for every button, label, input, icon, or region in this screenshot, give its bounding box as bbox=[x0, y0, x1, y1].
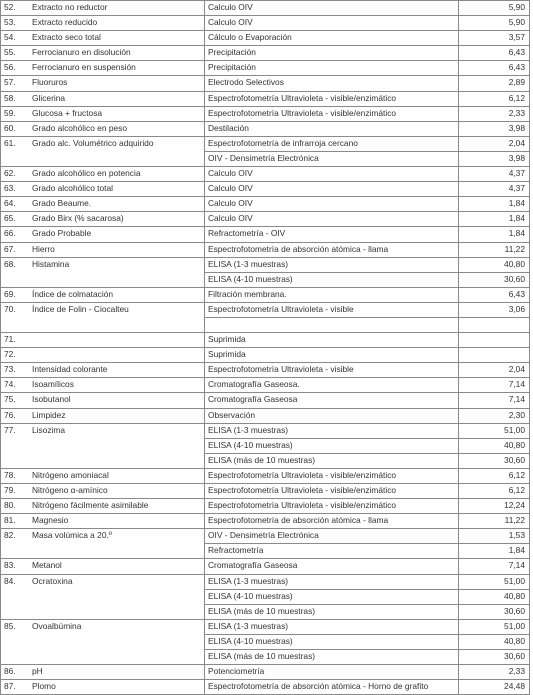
parameter-number: 73. bbox=[4, 364, 16, 375]
parameter-name: Grado alc. Volumétrico adquirido bbox=[32, 137, 154, 148]
price-cell: 7,14 bbox=[459, 559, 530, 574]
table-row bbox=[1, 559, 530, 574]
table-row bbox=[1, 287, 530, 302]
parameter-cell bbox=[1, 574, 205, 619]
parameter-name: Intensidad colorante bbox=[32, 364, 108, 375]
parameter-cell bbox=[1, 408, 205, 423]
method-cell: Electrodo Selectivos bbox=[205, 76, 459, 91]
parameter-cell bbox=[1, 559, 205, 574]
method-cell: ELISA (1-3 muestras) bbox=[205, 574, 459, 589]
parameter-cell bbox=[1, 197, 205, 212]
parameter-cell bbox=[1, 680, 205, 695]
price-cell bbox=[459, 317, 530, 332]
method-cell: Espectrofotometría de absorción atómica - llama bbox=[205, 242, 459, 257]
method-cell: Cromatografía Gaseosa. bbox=[205, 378, 459, 393]
price-cell: 3,98 bbox=[459, 151, 530, 166]
parameter-cell bbox=[1, 212, 205, 227]
parameter-number: 70. bbox=[4, 303, 16, 314]
method-cell: Espectrofotometría Ultravioleta - visible/enzimático bbox=[205, 484, 459, 499]
price-cell: 7,14 bbox=[459, 378, 530, 393]
parameter-name: Grado Probable bbox=[32, 228, 92, 239]
method-cell: Suprimida bbox=[205, 348, 459, 363]
parameter-name: Ovoalbúmina bbox=[32, 620, 82, 631]
parameter-number: 79. bbox=[4, 485, 16, 495]
price-cell: 6,12 bbox=[459, 484, 530, 499]
price-cell: 2,04 bbox=[459, 136, 530, 151]
parameter-number: 86. bbox=[4, 666, 16, 677]
parameter-number: 68. bbox=[4, 258, 16, 269]
table-row bbox=[1, 363, 530, 378]
parameter-number: 77. bbox=[4, 424, 16, 435]
method-cell: OIV - Densimetría Electrónica bbox=[205, 529, 459, 544]
price-cell: 51,00 bbox=[459, 423, 530, 438]
table-row bbox=[1, 212, 530, 227]
table-row bbox=[1, 333, 530, 348]
price-cell: 30,60 bbox=[459, 604, 530, 619]
method-cell: Refractometría - OIV bbox=[205, 227, 459, 242]
parameter-cell bbox=[1, 484, 205, 499]
parameter-number: 82. bbox=[4, 530, 16, 541]
parameter-number: 74. bbox=[4, 379, 16, 390]
tariff-table-body bbox=[1, 1, 530, 695]
price-cell: 30,60 bbox=[459, 453, 530, 468]
parameter-number: 64. bbox=[4, 198, 16, 209]
price-cell: 11,22 bbox=[459, 514, 530, 529]
parameter-number: 63. bbox=[4, 183, 16, 194]
parameter-number: 87. bbox=[4, 681, 16, 692]
method-cell: ELISA (más de 10 muestras) bbox=[205, 604, 459, 619]
price-cell: 2,04 bbox=[459, 363, 530, 378]
parameter-name: Ferrocianuro en disolución bbox=[32, 47, 131, 58]
price-cell bbox=[459, 348, 530, 363]
parameter-number: 75. bbox=[4, 394, 16, 405]
method-cell: Calculo OIV bbox=[205, 1, 459, 16]
price-cell: 1,84 bbox=[459, 227, 530, 242]
parameter-cell bbox=[1, 665, 205, 680]
price-cell: 7,14 bbox=[459, 393, 530, 408]
price-cell: 1,84 bbox=[459, 212, 530, 227]
price-cell: 5,90 bbox=[459, 16, 530, 31]
table-row bbox=[1, 16, 530, 31]
parameter-cell bbox=[1, 468, 205, 483]
parameter-name: Grado alcohólico en potencia bbox=[32, 168, 141, 179]
method-cell: Calculo OIV bbox=[205, 182, 459, 197]
method-cell: Espectrofotometría Ultravioleta - visible/enzimático bbox=[205, 106, 459, 121]
parameter-name: Nitrógeno amoniacal bbox=[32, 469, 109, 480]
price-cell: 40,80 bbox=[459, 257, 530, 272]
table-row bbox=[1, 1, 530, 16]
parameter-name: Grado Birx (% sacarosa) bbox=[32, 213, 124, 224]
method-cell: Potenciometría bbox=[205, 665, 459, 680]
method-cell: Espectrofotometría de absorción atómica - llama bbox=[205, 514, 459, 529]
parameter-name: Ferrocianuro en suspensión bbox=[32, 62, 136, 73]
table-row bbox=[1, 61, 530, 76]
method-cell: Observación bbox=[205, 408, 459, 423]
method-cell: Filtración membrana. bbox=[205, 287, 459, 302]
parameter-number: 72. bbox=[4, 349, 16, 360]
table-row bbox=[1, 468, 530, 483]
method-cell: Espectrofotometría Ultravioleta - visible/enzimático bbox=[205, 499, 459, 514]
table-row bbox=[1, 348, 530, 363]
parameter-name: Extracto reducido bbox=[32, 17, 98, 28]
method-cell bbox=[205, 317, 459, 332]
parameter-name: Grado Beaume. bbox=[32, 198, 92, 209]
method-cell: ELISA (4-10 muestras) bbox=[205, 589, 459, 604]
method-cell: Espectrofotometría Ultravioleta - visible/enzimático bbox=[205, 468, 459, 483]
price-cell: 6,43 bbox=[459, 287, 530, 302]
price-cell: 30,60 bbox=[459, 272, 530, 287]
parameter-number: 59. bbox=[4, 107, 16, 118]
price-cell: 2,89 bbox=[459, 76, 530, 91]
parameter-number: 71. bbox=[4, 334, 16, 345]
parameter-number: 57. bbox=[4, 77, 16, 88]
method-cell: Calculo OIV bbox=[205, 16, 459, 31]
parameter-name: Glucosa + fructosa bbox=[32, 107, 103, 118]
method-cell: Suprimida bbox=[205, 333, 459, 348]
table-row bbox=[1, 197, 530, 212]
method-cell: ELISA (más de 10 muestras) bbox=[205, 453, 459, 468]
table-row bbox=[1, 529, 530, 544]
parameter-cell bbox=[1, 529, 205, 559]
table-row bbox=[1, 302, 530, 317]
table-row bbox=[1, 499, 530, 514]
table-row bbox=[1, 182, 530, 197]
parameter-number: 67. bbox=[4, 243, 16, 254]
price-cell: 1,53 bbox=[459, 529, 530, 544]
method-cell: Espectrofotometría de absorción atómica - Horno de grafito bbox=[205, 680, 459, 695]
parameter-number: 78. bbox=[4, 469, 16, 480]
method-cell: Destilación bbox=[205, 121, 459, 136]
parameter-number: 60. bbox=[4, 122, 16, 133]
parameter-cell bbox=[1, 302, 205, 332]
price-cell: 1,84 bbox=[459, 197, 530, 212]
parameter-cell bbox=[1, 31, 205, 46]
table-row bbox=[1, 242, 530, 257]
price-cell: 12,24 bbox=[459, 499, 530, 514]
method-cell: Espectrofotometría de infrarroja cercano bbox=[205, 136, 459, 151]
price-cell: 2,33 bbox=[459, 106, 530, 121]
table-row bbox=[1, 91, 530, 106]
table-row bbox=[1, 665, 530, 680]
price-cell: 4,37 bbox=[459, 167, 530, 182]
parameter-name: Lisozima bbox=[32, 424, 66, 435]
table-row bbox=[1, 378, 530, 393]
parameter-cell bbox=[1, 46, 205, 61]
parameter-name: Fluoruros bbox=[32, 77, 68, 88]
method-cell: Cromatografía Gaseosa bbox=[205, 393, 459, 408]
parameter-name: Histamina bbox=[32, 258, 70, 269]
parameter-cell bbox=[1, 378, 205, 393]
parameter-name: pH bbox=[32, 666, 43, 677]
parameter-name: Nitrógeno α-amínico bbox=[32, 485, 108, 495]
table-row bbox=[1, 46, 530, 61]
parameter-cell bbox=[1, 363, 205, 378]
method-cell: Espectrofotometría Ultravioleta - visible bbox=[205, 363, 459, 378]
price-cell: 2,33 bbox=[459, 665, 530, 680]
parameter-name: Extracto seco total bbox=[32, 32, 101, 43]
parameter-name: Limpidez bbox=[32, 409, 66, 420]
parameter-number: 76. bbox=[4, 409, 16, 420]
method-cell: Cromatografía Gaseosa bbox=[205, 559, 459, 574]
table-row bbox=[1, 423, 530, 438]
parameter-name: Nitrógeno fácilmente asimilable bbox=[32, 500, 149, 511]
price-cell: 30,60 bbox=[459, 650, 530, 665]
parameter-number: 85. bbox=[4, 620, 16, 631]
parameter-name: Masa volúmica a 20.º bbox=[32, 530, 112, 541]
price-cell: 24,48 bbox=[459, 680, 530, 695]
table-row bbox=[1, 136, 530, 151]
parameter-name: Ocratoxina bbox=[32, 575, 73, 586]
parameter-cell bbox=[1, 619, 205, 664]
parameter-number: 80. bbox=[4, 500, 16, 511]
table-row bbox=[1, 76, 530, 91]
method-cell: ELISA (más de 10 muestras) bbox=[205, 650, 459, 665]
price-cell: 40,80 bbox=[459, 634, 530, 649]
price-cell: 6,43 bbox=[459, 61, 530, 76]
price-cell: 40,80 bbox=[459, 589, 530, 604]
parameter-number: 54. bbox=[4, 32, 16, 43]
parameter-number: 62. bbox=[4, 168, 16, 179]
parameter-number: 58. bbox=[4, 92, 16, 103]
price-cell: 51,00 bbox=[459, 574, 530, 589]
parameter-name: Extracto no reductor bbox=[32, 2, 108, 12]
price-cell: 3,57 bbox=[459, 31, 530, 46]
parameter-cell bbox=[1, 61, 205, 76]
method-cell: Cálculo o Evaporación bbox=[205, 31, 459, 46]
parameter-number: 55. bbox=[4, 47, 16, 58]
parameter-number: 66. bbox=[4, 228, 16, 239]
parameter-number: 53. bbox=[4, 17, 16, 28]
method-cell: ELISA (4-10 muestras) bbox=[205, 634, 459, 649]
parameter-name: Metanol bbox=[32, 560, 62, 571]
method-cell: ELISA (1-3 muestras) bbox=[205, 257, 459, 272]
parameter-name: Grado alcohólico total bbox=[32, 183, 114, 194]
parameter-cell bbox=[1, 393, 205, 408]
parameter-cell bbox=[1, 76, 205, 91]
parameter-number: 81. bbox=[4, 515, 16, 526]
table-row bbox=[1, 393, 530, 408]
table-row bbox=[1, 619, 530, 634]
method-cell: Calculo OIV bbox=[205, 212, 459, 227]
parameter-cell bbox=[1, 227, 205, 242]
parameter-number: 61. bbox=[4, 137, 16, 148]
price-cell: 6,12 bbox=[459, 468, 530, 483]
parameter-cell bbox=[1, 423, 205, 468]
parameter-number: 65. bbox=[4, 213, 16, 224]
price-cell: 6,12 bbox=[459, 91, 530, 106]
price-cell: 6,43 bbox=[459, 46, 530, 61]
method-cell: ELISA (1-3 muestras) bbox=[205, 619, 459, 634]
parameter-name: Índice de colmatación bbox=[32, 288, 114, 299]
table-row bbox=[1, 514, 530, 529]
price-cell: 51,00 bbox=[459, 619, 530, 634]
parameter-cell bbox=[1, 182, 205, 197]
parameter-cell bbox=[1, 257, 205, 287]
table-row bbox=[1, 167, 530, 182]
parameter-number: 52. bbox=[4, 2, 16, 12]
table-row bbox=[1, 31, 530, 46]
parameter-name: Isoamílicos bbox=[32, 379, 74, 390]
method-cell: Precipitación bbox=[205, 61, 459, 76]
table-row bbox=[1, 121, 530, 136]
price-cell: 40,80 bbox=[459, 438, 530, 453]
parameter-number: 56. bbox=[4, 62, 16, 73]
parameter-cell bbox=[1, 121, 205, 136]
parameter-name: Índice de Folin - Ciocalteu bbox=[32, 303, 129, 314]
parameter-cell bbox=[1, 167, 205, 182]
parameter-cell bbox=[1, 348, 205, 363]
parameter-cell bbox=[1, 514, 205, 529]
method-cell: OIV - Densimetría Electrónica bbox=[205, 151, 459, 166]
price-cell bbox=[459, 333, 530, 348]
method-cell: ELISA (1-3 muestras) bbox=[205, 423, 459, 438]
method-cell: Calculo OIV bbox=[205, 167, 459, 182]
parameter-name: Grado alcohólico en peso bbox=[32, 122, 127, 133]
parameter-cell bbox=[1, 106, 205, 121]
parameter-number: 84. bbox=[4, 575, 16, 586]
parameter-number: 69. bbox=[4, 288, 16, 299]
parameter-name: Glicerina bbox=[32, 92, 66, 103]
parameter-cell bbox=[1, 91, 205, 106]
parameter-cell bbox=[1, 287, 205, 302]
method-cell: ELISA (4-10 muestras) bbox=[205, 438, 459, 453]
parameter-cell bbox=[1, 1, 205, 16]
method-cell: Precipitación bbox=[205, 46, 459, 61]
price-cell: 2,30 bbox=[459, 408, 530, 423]
price-cell: 5,90 bbox=[459, 1, 530, 16]
method-cell: ELISA (4-10 muestras) bbox=[205, 272, 459, 287]
table-row bbox=[1, 227, 530, 242]
parameter-cell bbox=[1, 16, 205, 31]
table-row bbox=[1, 484, 530, 499]
parameter-cell bbox=[1, 136, 205, 166]
parameter-name: Isobutanol bbox=[32, 394, 71, 405]
table-row bbox=[1, 408, 530, 423]
price-cell: 11,22 bbox=[459, 242, 530, 257]
parameter-cell bbox=[1, 333, 205, 348]
table-row bbox=[1, 574, 530, 589]
method-cell: Espectrofotometría Ultravioleta - visible/enzimático bbox=[205, 91, 459, 106]
parameter-name: Hierro bbox=[32, 243, 55, 254]
table-row bbox=[1, 680, 530, 695]
table-row bbox=[1, 106, 530, 121]
parameter-number: 83. bbox=[4, 560, 16, 571]
method-cell: Refractometría bbox=[205, 544, 459, 559]
parameter-name: Magnesio bbox=[32, 515, 69, 526]
table-row bbox=[1, 257, 530, 272]
price-cell: 1,84 bbox=[459, 544, 530, 559]
price-cell: 4,37 bbox=[459, 182, 530, 197]
price-cell: 3,06 bbox=[459, 302, 530, 317]
parameter-name: Plomo bbox=[32, 681, 56, 692]
price-cell: 3,98 bbox=[459, 121, 530, 136]
method-cell: Calculo OIV bbox=[205, 197, 459, 212]
parameter-cell bbox=[1, 242, 205, 257]
parameter-cell bbox=[1, 499, 205, 514]
method-cell: Espectrofotometría Ultravioleta - visible bbox=[205, 302, 459, 317]
